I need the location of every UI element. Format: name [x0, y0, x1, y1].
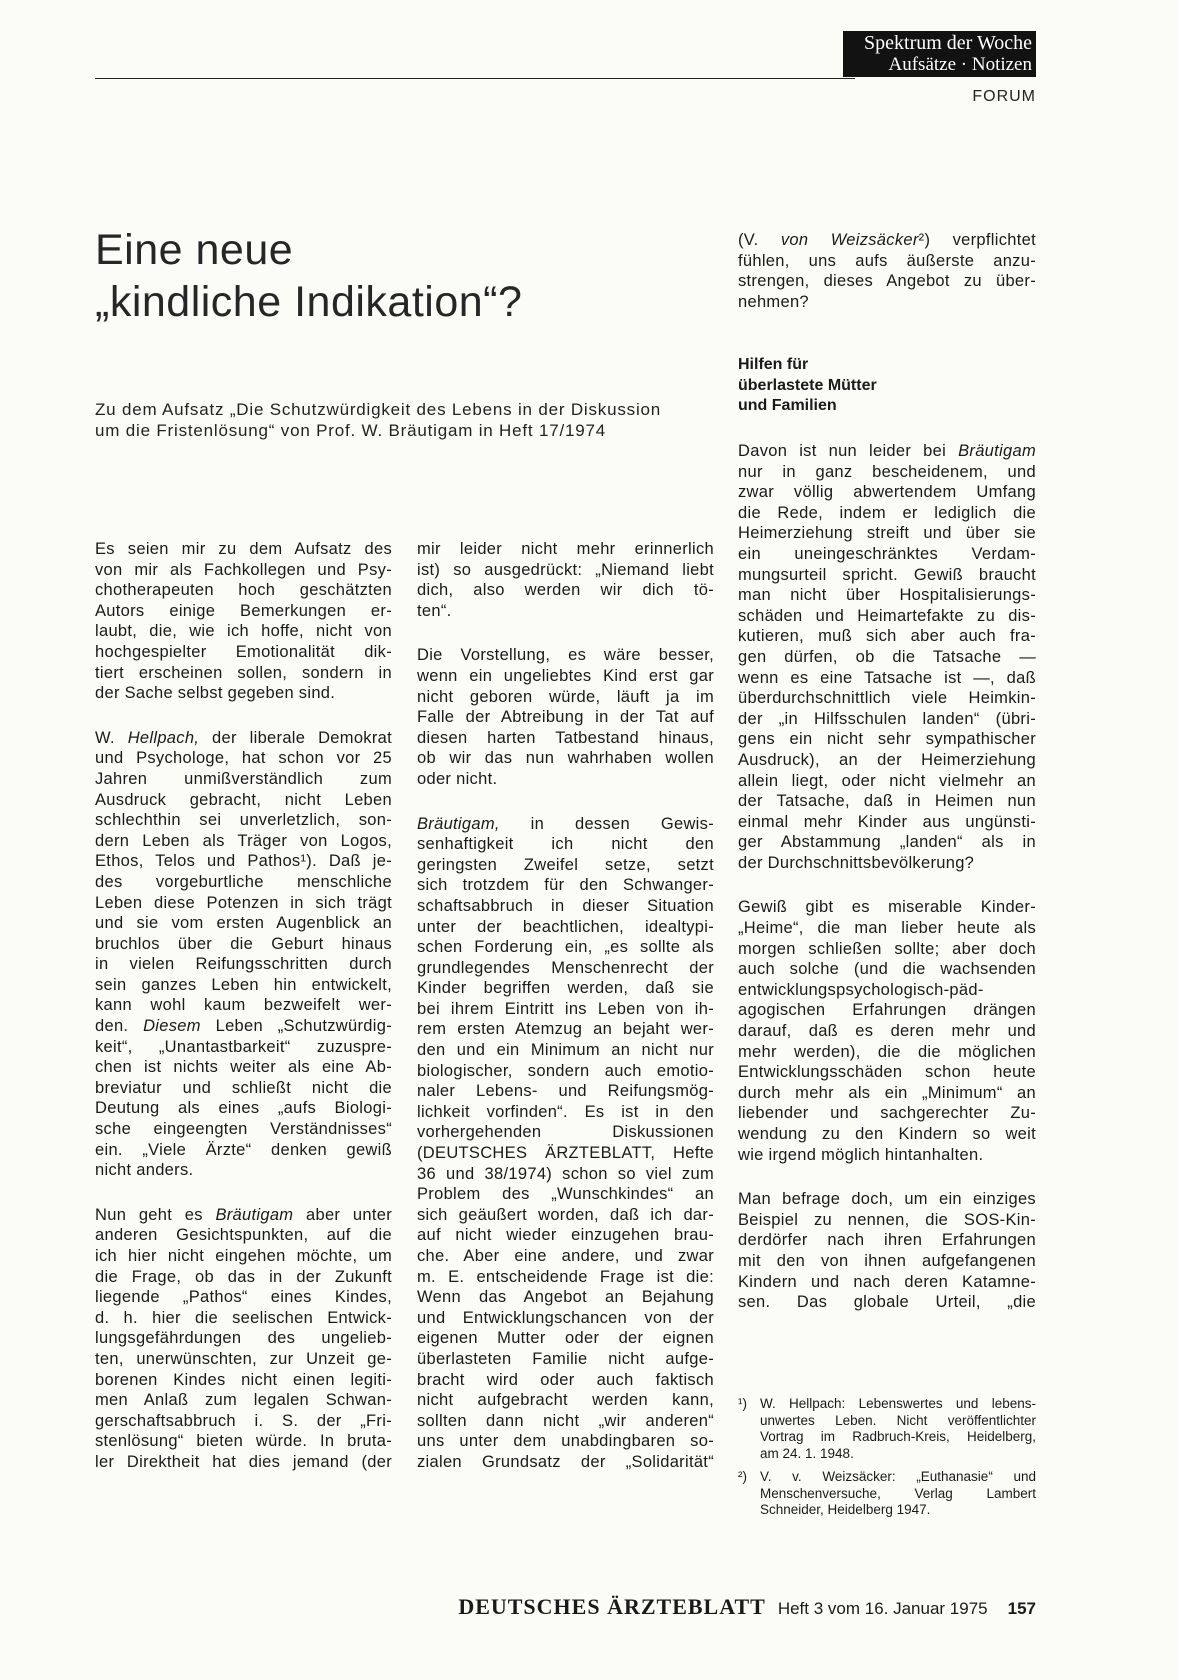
text-line: ob wir das nun wahrhaben wollen: [417, 749, 714, 768]
section-heading-line: und Familien: [738, 397, 837, 415]
text-line: stenlösung“ bieten würde. In bruta-: [95, 1432, 392, 1451]
text-line: gens ein nicht sehr sympathischer: [738, 730, 1036, 749]
paragraph: [417, 539, 714, 621]
text-line: Vortrag im Radbruch-Kreis, Heidelberg,: [760, 1429, 1036, 1444]
text-line: auch solche (und die wachsenden: [738, 960, 1036, 979]
italic-text: Bräutigam: [215, 1205, 294, 1224]
page-footer: [458, 1594, 1036, 1620]
text-line: schäden und Heimartefakte zu dis-: [738, 606, 1036, 625]
paragraph: [738, 441, 1036, 873]
text-line: der Tatsache, daß in Heimen nun: [738, 792, 1036, 811]
text-line: ein. „Viele Ärzte“ denken gewiß: [95, 1140, 392, 1159]
text-line: Leben diese Potenzen in sich trägt: [95, 893, 392, 912]
text-line: und Entwicklungschancen von der: [417, 1308, 714, 1327]
text-line: Bräutigam, in dessen Gewis-: [417, 814, 714, 833]
text-line: der „in Hilfsschulen landen“ (übri-: [738, 709, 1036, 728]
article-column-2: [417, 539, 714, 1497]
page-number: 157: [1007, 1599, 1036, 1618]
text-line: lichkeit vorfinden“. Es ist in den: [417, 1102, 714, 1121]
paragraph: [95, 728, 392, 1181]
text-line: Jahren unmißverständlich zum: [95, 769, 392, 788]
text-line: chotherapeuten hoch geschätzten: [95, 581, 392, 600]
title-line: „kindliche Indikation“?: [95, 278, 523, 326]
text-line: schlechthin sei unverletzlich, son-: [95, 811, 392, 830]
text-line: bruchlos über die Geburt hinaus: [95, 934, 392, 953]
column-3-continuation: [738, 230, 1036, 312]
text-line: die Frage, ob das in der Zukunft: [95, 1267, 392, 1286]
text-line: den und ein Minimum an nicht nur: [417, 1041, 714, 1060]
text-line: tiert erscheinen sollen, sondern in: [95, 663, 392, 682]
text-line: W. Hellpach: Lebenswertes und lebens-: [760, 1396, 1036, 1411]
text-line: liegende „Pathos“ eines Kindes,: [95, 1288, 392, 1307]
text-line: oder nicht.: [417, 769, 498, 788]
text-line: sein ganzes Leben hin entwickelt,: [95, 975, 392, 994]
text-line: geringsten Zweifel setze, setzt: [417, 855, 714, 874]
paragraph: [738, 1189, 1036, 1313]
text-line: in vielen Reifungsschritten durch: [95, 955, 392, 974]
text-line: (V. von Weizsäcker²) verpflichtet: [738, 231, 1036, 249]
text-line: Gewiß gibt es miserable Kinder-: [738, 898, 1036, 917]
text-line: ten“.: [417, 601, 452, 620]
text-line: wenn ein ungeliebtes Kind erst gar: [417, 666, 714, 685]
paragraph: [738, 897, 1036, 1165]
text-line: hochgespielter Emotionalität dik-: [95, 642, 392, 661]
text-line: man nicht über Hospitalisierungs-: [738, 586, 1036, 605]
text-line: wie irgend möglich hintanhalten.: [738, 1145, 984, 1164]
text-line: unter der beachtlichen, idealtypi-: [417, 917, 714, 936]
issue-info: Heft 3 vom 16. Januar 1975: [777, 1599, 988, 1618]
text-line: Heimerziehung streift und über sie: [738, 524, 1036, 543]
text-line: nur in ganz bescheidenem, und: [738, 462, 1036, 481]
article-title: [95, 224, 522, 328]
text-line: nehmen?: [738, 292, 809, 311]
text-line: kann wohl kaum bezweifelt wer-: [95, 996, 392, 1015]
text-line: nicht anders.: [95, 1161, 194, 1180]
footnotes: [738, 1396, 1036, 1526]
journal-name: DEUTSCHES ÄRZTEBLATT: [458, 1594, 766, 1619]
text-line: mir leider nicht mehr erinnerlich: [417, 540, 714, 558]
text-line: sen. Das globale Urteil, „die: [738, 1293, 1036, 1312]
text-line: morgen schließen sollte; aber doch: [738, 939, 1036, 958]
text-line: laubt, die, wie ich hoffe, nicht von: [95, 622, 392, 641]
text-line: mungsurteil spricht. Gewiß braucht: [738, 565, 1036, 584]
text-line: „Heime“, die man lieber heute als: [738, 919, 1036, 938]
text-line: uns unter dem unabdingbaren so-: [417, 1432, 714, 1451]
title-line: Eine neue: [95, 226, 294, 274]
text-line: durch mehr als ein „Minimum“ an: [738, 1083, 1036, 1102]
text-line: (DEUTSCHES ÄRZTEBLATT, Hefte: [417, 1144, 714, 1163]
text-line: dern Leben als Träger von Logos,: [95, 831, 392, 850]
text-line: bei ihrem Eintritt ins Leben von ih-: [417, 999, 714, 1018]
text-line: überlasteten Familie nicht aufge-: [417, 1349, 714, 1368]
text-line: naler Lebens- und Reifungsmög-: [417, 1082, 714, 1101]
text-line: unwertes Leben. Nicht veröffentlichter: [760, 1412, 1036, 1428]
text-line: grundlegendes Menschenrecht der: [417, 958, 714, 977]
text-line: darauf, daß es deren mehr und: [738, 1022, 1036, 1041]
text-line: W. Hellpach, der liberale Demokrat: [95, 728, 393, 747]
text-line: allein liegt, oder nicht vielmehr an: [738, 771, 1036, 790]
text-line: Man befrage doch, um ein einziges: [738, 1190, 1036, 1209]
text-line: zialen Grundsatz der „Solidarität“: [417, 1452, 714, 1471]
section-badge-line: Aufsätze · Notizen: [888, 54, 1032, 75]
text-line: che. Aber eine andere, und zwar: [417, 1247, 714, 1265]
text-line: Wenn das Angebot an Bejahung: [417, 1288, 714, 1307]
text-line: und sie vom ersten Augenblick an: [95, 914, 392, 933]
text-line: Ausdruck gebracht, nicht Leben: [95, 790, 392, 809]
text-line: entwicklungspsychologisch-päd-: [738, 980, 984, 999]
italic-text: Diesem: [143, 1017, 201, 1036]
italic-text: Hellpach,: [127, 728, 200, 747]
text-line: den. Diesem Leben „Schutzwürdig-: [95, 1017, 392, 1036]
article-subtitle: [95, 399, 661, 441]
italic-text: Bräutigam: [958, 442, 1036, 460]
section-heading: [738, 355, 877, 417]
text-line: vorhergehenden Diskussionen: [417, 1123, 714, 1142]
italic-text: Bräutigam,: [417, 814, 500, 833]
text-line: zwar völlig abwertendem Umfang: [738, 483, 1036, 502]
text-line: von mir als Fachkollegen und Psy-: [95, 560, 392, 579]
paragraph: [95, 539, 392, 704]
text-line: Autors einige Bemerkungen er-: [95, 601, 392, 620]
text-line: Beispiel zu nennen, die SOS-Kin-: [738, 1210, 1036, 1229]
text-line: Es seien mir zu dem Aufsatz des: [95, 540, 392, 558]
text-line: Kindern und nach deren Katamne-: [738, 1272, 1036, 1291]
footnote-marker: ¹): [738, 1396, 747, 1411]
text-line: der Durchschnittsbevölkerung?: [738, 853, 975, 872]
article-column-3: [738, 441, 1036, 1337]
text-line: V. v. Weizsäcker: „Euthanasie“ und: [760, 1469, 1036, 1484]
footnote: [738, 1396, 1036, 1462]
text-line: Problem des „Wunschkindes“ an: [417, 1185, 714, 1204]
text-line: mehr werden), die die möglichen: [738, 1042, 1036, 1061]
section-heading-line: Hilfen für: [738, 356, 809, 373]
text-line: nicht aufgebracht werden kann,: [417, 1391, 714, 1410]
text-line: Menschenversuche, Verlag Lambert: [760, 1485, 1036, 1501]
section-heading-line: überlastete Mütter: [738, 376, 877, 394]
text-line: schaftsabbruch in dieser Situation: [417, 896, 714, 915]
text-line: rem ersten Atemzug an bejaht wer-: [417, 1020, 714, 1039]
text-line: breviatur und schließt nicht die: [95, 1078, 392, 1097]
footnote: [738, 1469, 1036, 1519]
text-line: dich, also werden wir dich tö-: [417, 581, 714, 600]
text-line: diesen harten Tatbestand hinaus,: [417, 728, 714, 747]
text-line: und Psychologe, hat schon vor 25: [95, 749, 392, 768]
text-line: ger Abstammung „landen“ als in: [738, 833, 1036, 852]
text-line: Die Vorstellung, es wäre besser,: [417, 646, 714, 665]
text-line: kutieren, muß sich aber auch fra-: [738, 627, 1036, 646]
text-line: wenn es eine Tatsache ist —, daß: [738, 668, 1036, 687]
text-line: men Anlaß zum legalen Schwan-: [95, 1391, 392, 1410]
text-line: Nun geht es Bräutigam aber unter: [95, 1205, 392, 1224]
text-line: mit den von ihnen aufgefangenen: [738, 1251, 1036, 1270]
text-line: anderen Gesichtspunkten, auf die: [95, 1226, 392, 1245]
text-line: Ethos, Telos und Pathos¹). Daß je-: [95, 852, 392, 871]
rubric-label: FORUM: [972, 88, 1036, 105]
text-line: Kinder begriffen werden, daß sie: [417, 979, 714, 998]
text-line: sich trotzdem für den Schwanger-: [417, 876, 714, 895]
text-line: auf nicht wieder einzugehen brau-: [417, 1226, 714, 1245]
paragraph: [417, 645, 714, 789]
footnote-text: [760, 1469, 1036, 1519]
footnote-text: [760, 1396, 1036, 1462]
text-line: wendung zu den Kindern so weit: [738, 1125, 1036, 1143]
text-line: ler Direktheit hat dies jemand (der: [95, 1452, 392, 1471]
text-line: fühlen, uns aufs äußerste anzu-: [738, 251, 1036, 270]
section-badge: [843, 31, 1036, 77]
text-line: der Sache selbst gegeben sind.: [95, 684, 336, 703]
text-line: am 24. 1. 1948.: [760, 1445, 854, 1461]
text-line: sche eingeengten Verständnisses“: [95, 1120, 392, 1139]
text-line: keit“, „Unantastbarkeit“ zuzuspre-: [95, 1037, 392, 1056]
text-line: Falle der Abtreibung in der Tat auf: [417, 708, 714, 727]
section-badge-line: Spektrum der Woche: [864, 32, 1032, 54]
italic-text: von Weizsäcker: [780, 231, 919, 249]
text-line: schen Forderung ein, „es sollte als: [417, 938, 714, 957]
text-line: eigenen Mutter oder der eignen: [417, 1329, 714, 1348]
text-line: senhaftigkeit ich nicht den: [417, 835, 714, 854]
text-line: des vorgeburtliche menschliche: [95, 872, 392, 891]
text-line: Ausdruck), an der Heimerziehung: [738, 750, 1036, 769]
text-line: borenen Kindes nicht einen legiti-: [95, 1370, 392, 1389]
text-line: sollten dann nicht „wir anderen“: [417, 1411, 714, 1430]
header-rule: [95, 78, 855, 79]
text-line: biologischer, sondern auch emotio-: [417, 1061, 714, 1080]
text-line: nicht geboren würde, läuft ja im: [417, 687, 714, 706]
text-line: agogischen Erfahrungen drängen: [738, 1001, 1036, 1020]
article-column-1: [95, 539, 392, 1497]
text-line: sich geäußert worden, daß ich dar-: [417, 1205, 714, 1224]
text-line: die Rede, indem er lediglich die: [738, 503, 1036, 522]
text-line: ein uneingeschränktes Verdam-: [738, 544, 1036, 563]
text-line: strengen, dieses Angebot zu über-: [738, 272, 1036, 291]
paragraph: [417, 814, 714, 1473]
text-line: d. h. hier die seelischen Entwick-: [95, 1308, 392, 1327]
text-line: einmal mehr Kinder aus ungünsti-: [738, 812, 1036, 831]
text-line: liebender und sachgerechter Zu-: [738, 1104, 1036, 1123]
text-line: bracht wird oder auch faktisch: [417, 1370, 714, 1389]
text-line: überdurchschnittlich viele Heimkin-: [738, 689, 1036, 708]
paragraph: [95, 1205, 392, 1473]
text-line: Entwicklungsschäden schon heute: [738, 1063, 1036, 1082]
text-line: Davon ist nun leider bei Bräutigam: [738, 442, 1036, 460]
footnote-marker: ²): [738, 1469, 747, 1484]
text-line: derdörfer nach ihren Erfahrungen: [738, 1231, 1036, 1250]
text-line: m. E. entscheidende Frage ist die:: [417, 1267, 714, 1286]
text-line: ten, unerwünschten, zur Unzeit ge-: [95, 1349, 392, 1368]
text-line: Deutung als eines „aufs Biologi-: [95, 1099, 392, 1118]
text-line: gerschaftsabbruch i. S. der „Fri-: [95, 1411, 392, 1430]
subtitle-line: um die Fristenlösung“ von Prof. W. Bräutigam in Heft 17/1974: [95, 421, 607, 440]
text-line: ich hier nicht eingehen möchte, um: [95, 1247, 392, 1265]
subtitle-line: Zu dem Aufsatz „Die Schutzwürdigkeit des Lebens in der Diskussion: [95, 400, 662, 419]
text-line: Schneider, Heidelberg 1947.: [760, 1502, 931, 1517]
text-line: chen ist nichts weiter als eine Ab-: [95, 1058, 392, 1077]
text-line: gen dürfen, ob die Tatsache —: [738, 647, 1036, 666]
text-line: 36 und 38/1974) schon so viel zum: [417, 1164, 714, 1183]
text-line: lungsgefährdungen des ungelieb-: [95, 1329, 392, 1348]
text-line: ist) so ausgedrückt: „Niemand liebt: [417, 560, 714, 579]
